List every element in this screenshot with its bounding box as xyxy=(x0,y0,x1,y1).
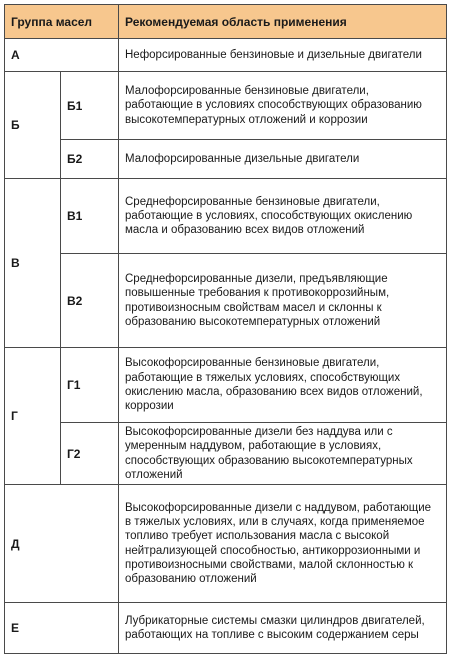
table-row-v1 xyxy=(5,179,447,254)
subgroup-g1-label: Г1 xyxy=(61,348,119,423)
table-row-a xyxy=(5,39,447,72)
subgroup-b2-description: Малофорсированные дизельные двигатели xyxy=(119,140,447,179)
subgroup-v2-description: Среднефорсированные дизели, предъявляющие повышенные требования к противокоррозийным, противоизносным свойствам масел и склонны к образованию высокотемпературных отложений xyxy=(119,254,447,348)
subgroup-v1-label: В1 xyxy=(61,179,119,254)
table-header-row xyxy=(5,5,447,39)
group-v-label: В xyxy=(5,179,61,348)
subgroup-b2-label: Б2 xyxy=(61,140,119,179)
header-group-cell: Группа масел xyxy=(5,5,119,39)
group-a-description: Нефорсированные бензиновые и дизельные двигатели xyxy=(119,39,447,72)
table-row-b2 xyxy=(5,140,447,179)
subgroup-b1-description: Малофорсированные бензиновые двигатели, работающие в условиях способствующих образованию высокотемпературных отложений и коррозии xyxy=(119,72,447,140)
oil-groups-table xyxy=(4,4,447,654)
table-row-d xyxy=(5,485,447,603)
header-application-cell: Рекомендуемая область применения xyxy=(119,5,447,39)
group-d-label: Д xyxy=(5,485,119,603)
group-g-label: Г xyxy=(5,348,61,485)
subgroup-g2-label: Г2 xyxy=(61,423,119,485)
table-row-g1 xyxy=(5,348,447,423)
group-d-description: Высокофорсированные дизели с наддувом, работающие в тяжелых условиях, или в случаях, когда применяемое топливо требует использования масла с высокой нейтрализующей способностью, антикоррозионными и противоизносными свойствами, малой склонностью к образованию отложений xyxy=(119,485,447,603)
table-row-b1 xyxy=(5,72,447,140)
subgroup-g2-description: Высокофорсированные дизели без наддува или с умеренным наддувом, работающие в условиях, способствующих образованию высокотемпературных отложений xyxy=(119,423,447,485)
table-row-e xyxy=(5,603,447,654)
group-a-label: А xyxy=(5,39,119,72)
subgroup-b1-label: Б1 xyxy=(61,72,119,140)
subgroup-v2-label: В2 xyxy=(61,254,119,348)
group-e-description: Лубрикаторные системы смазки цилиндров двигателей, работающих на топливе с высоким содержанием серы xyxy=(119,603,447,654)
subgroup-v1-description: Среднефорсированные бензиновые двигатели, работающие в условиях, способствующих окислению масла и образованию всех видов отложений xyxy=(119,179,447,254)
table-row-g2 xyxy=(5,423,447,485)
group-e-label: Е xyxy=(5,603,119,654)
table-row-v2 xyxy=(5,254,447,348)
group-b-label: Б xyxy=(5,72,61,179)
subgroup-g1-description: Высокофорсированные бензиновые двигатели, работающие в тяжелых условиях, способствующих окислению масла, образованию всех видов отложений, коррозии xyxy=(119,348,447,423)
